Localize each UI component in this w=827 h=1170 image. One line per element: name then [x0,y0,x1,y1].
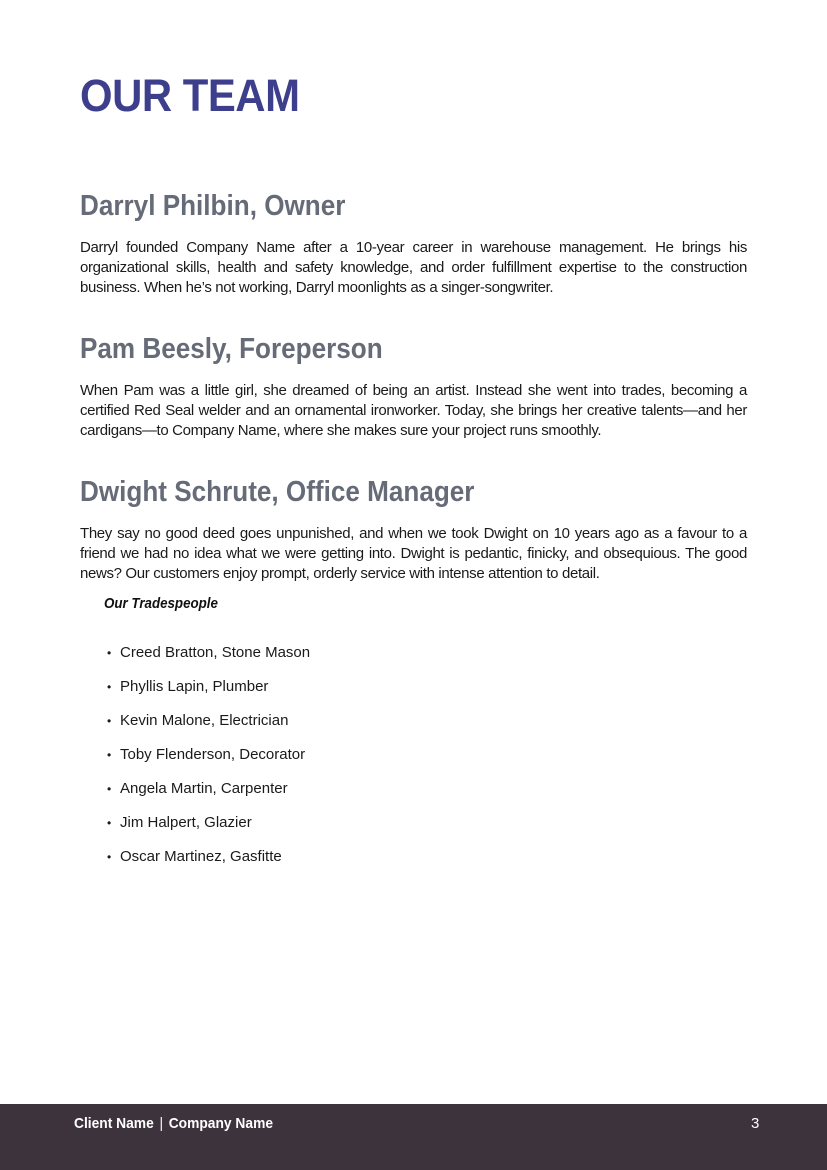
list-item-label: Angela Martin, Carpenter [120,780,288,797]
list-item [104,779,310,813]
list-item-label: Oscar Martinez, Gasfitte [120,848,282,865]
list-item-label: Jim Halpert, Glazier [120,814,252,831]
list-item [104,813,310,847]
member-bio: When Pam was a little girl, she dreamed of being an artist. Instead she went into trades, becoming a certified Red Seal welder and an ornamental ironworker. Today, she brings her creative talents—and her cardigans—to Company Name, where she makes sure your project runs smoothly. [80,382,747,439]
bullet-icon: • [107,850,112,864]
page-footer [0,1104,827,1170]
team-member-pam [80,333,747,441]
list-item-label: Phyllis Lapin, Plumber [120,678,269,695]
tradespeople-heading: Our Tradespeople [104,596,218,612]
list-item-label: Toby Flenderson, Decorator [120,746,306,763]
list-item [104,677,310,711]
bullet-icon: • [107,714,112,728]
bullet-icon: • [107,782,112,796]
bullet-icon: • [107,816,112,830]
tradespeople-list [104,643,310,881]
member-bio: Darryl founded Company Name after a 10-year career in warehouse management. He brings his organizational skills, health and safety knowledge, and order fulfillment expertise to the construction business. When he’s not working, Darryl moonlights as a singer-songwriter. [80,239,747,296]
footer-client-company [74,1115,273,1132]
footer-separator: | [159,1115,164,1132]
list-item-label: Kevin Malone, Electrician [120,712,289,729]
page-number: 3 [751,1115,760,1132]
team-member-darryl [80,190,747,298]
team-member-dwight [80,476,747,584]
list-item-label: Creed Bratton, Stone Mason [120,644,311,661]
list-item [104,643,310,677]
bullet-icon: • [107,748,112,762]
list-item [104,745,310,779]
bullet-icon: • [107,680,112,694]
list-item [104,847,310,881]
list-item [104,711,310,745]
member-bio: They say no good deed goes unpunished, and when we took Dwight on 10 years ago as a favour to a friend we had no idea what we were getting into. Dwight is pedantic, finicky, and obsequious. The good news? Our customers enjoy prompt, orderly service with intense attention to detail. [80,525,747,582]
page-title: OUR TEAM [80,70,300,121]
member-heading: Dwight Schrute, Office Manager [80,476,475,508]
bullet-icon: • [107,646,112,660]
member-heading: Darryl Philbin, Owner [80,190,346,222]
member-heading: Pam Beesly, Foreperson [80,333,383,365]
footer-client-name: Client Name [74,1115,154,1132]
footer-company-name: Company Name [168,1115,274,1132]
